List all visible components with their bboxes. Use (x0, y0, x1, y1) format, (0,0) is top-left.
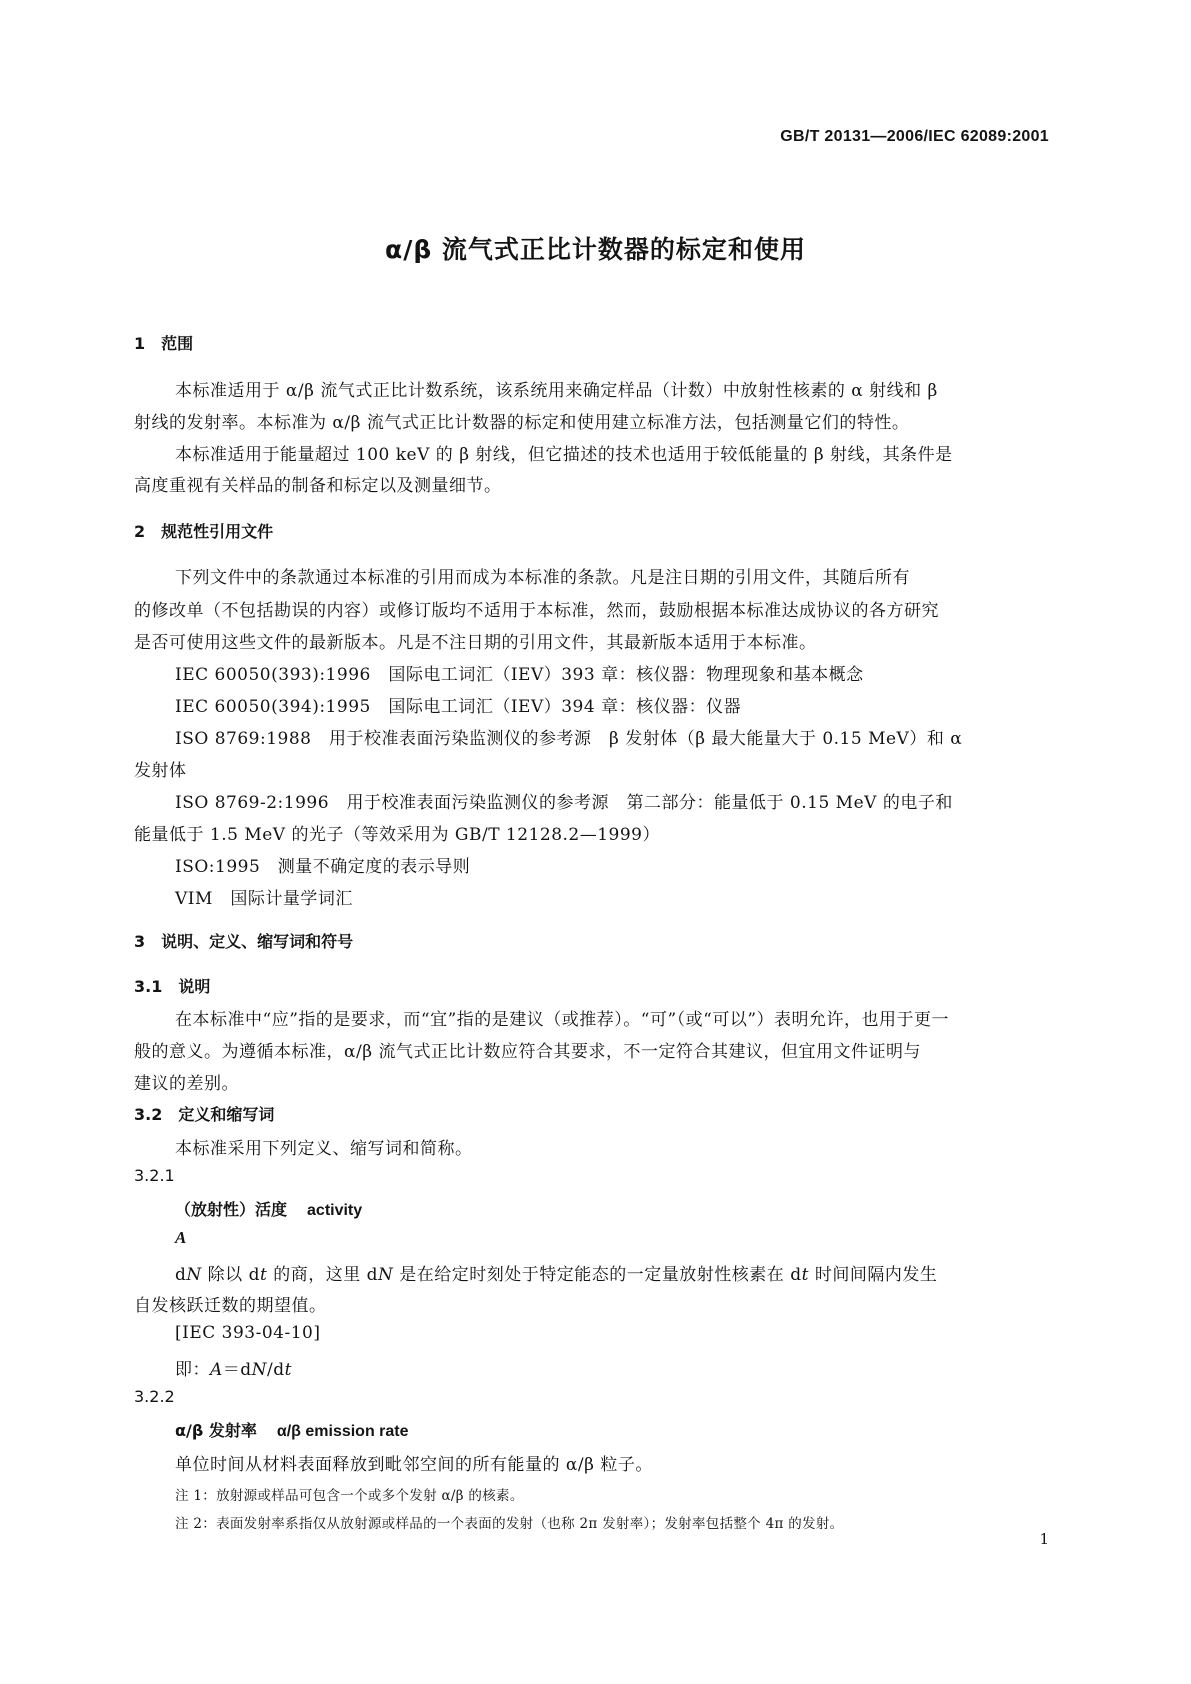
section-2-para-line-1: 下列文件中的条款通过本标准的引用而成为本标准的条款。凡是注日期的引用文件，其随后所有 (175, 568, 910, 588)
page-number: 1 (1039, 1530, 1049, 1548)
standard-number: GB/T 20131—2006/IEC 62089:2001 (780, 128, 1049, 145)
reference-iso-8769-line-1: ISO 8769:1988 用于校准表面污染监测仪的参考源 β 发射体（β 最大能量大于 0.15 MeV）和 α (175, 729, 963, 749)
definition-activity-line-1 (175, 1260, 937, 1285)
clause-3-2-2-term (175, 1418, 409, 1441)
term-cn: （放射性）活度 (175, 1200, 288, 1219)
def-seg-7: 是在给定时刻处于特定能态的一定量放射性核素在 d (393, 1265, 802, 1285)
section-2-heading: 2 规范性引用文件 (134, 522, 274, 541)
def-seg-1: d (175, 1265, 187, 1285)
reference-iso-gum: ISO:1995 测量不确定度的表示导则 (175, 857, 471, 877)
section-1-para-1-line-2: 射线的发射率。本标准为 α/β 流气式正比计数器的标定和使用建立标准方法，包括测量它们的特性。 (134, 413, 910, 433)
document-title: α/β 流气式正比计数器的标定和使用 (385, 235, 806, 264)
def-seg-5: 的商，这里 d (267, 1265, 379, 1285)
clause-3-2-1-number: 3.2.1 (134, 1166, 175, 1185)
section-3-2-para: 本标准采用下列定义、缩写词和简称。 (175, 1139, 473, 1159)
formula-seg-6: t (284, 1360, 293, 1380)
reference-iec-60050-394: IEC 60050(394):1995 国际电工词汇（IEV）394 章：核仪器：仪器 (175, 697, 742, 717)
section-2-para-line-3: 是否可使用这些文件的最新版本。凡是不注日期的引用文件，其最新版本适用于本标准。 (134, 633, 817, 653)
term-en: α/β emission rate (276, 1423, 409, 1440)
symbol-a: A (175, 1228, 187, 1247)
reference-iso-8769-line-2: 发射体 (134, 761, 187, 781)
def-seg-2: N (186, 1265, 202, 1285)
formula-seg-4: N (251, 1360, 268, 1380)
def-seg-4: t (259, 1265, 268, 1285)
def-seg-8: t (801, 1265, 809, 1285)
reference-iec-60050-393: IEC 60050(393):1996 国际电工词汇（IEV）393 章：核仪器：物理现象和基本概念 (175, 665, 864, 685)
section-1-para-2-line-1: 本标准适用于能量超过 100 keV 的 β 射线，但它描述的技术也适用于较低能量的 β 射线，其条件是 (175, 445, 953, 465)
formula-seg-1: 即： (175, 1360, 210, 1380)
term-cn: α/β 发射率 (175, 1421, 257, 1440)
definition-emission-rate: 单位时间从材料表面释放到毗邻空间的所有能量的 α/β 粒子。 (175, 1455, 653, 1475)
reference-iso-8769-2-line-2: 能量低于 1.5 MeV 的光子（等效采用为 GB/T 12128.2—1999） (134, 825, 661, 845)
section-3-1-para-line-3: 建议的差别。 (134, 1074, 239, 1094)
section-3-1-para-line-2: 般的意义。为遵循本标准，α/β 流气式正比计数应符合其要求，不一定符合其建议，但宜用文件证明与 (134, 1042, 921, 1062)
term-en: activity (307, 1202, 363, 1219)
reference-iso-8769-2-line-1: ISO 8769-2:1996 用于校准表面污染监测仪的参考源 第二部分：能量低于 0.15 MeV 的电子和 (175, 793, 953, 813)
note-1: 注 1：放射源或样品可包含一个或多个发射 α/β 的核素。 (175, 1488, 524, 1504)
reference-vim: VIM 国际计量学词汇 (175, 889, 353, 909)
section-3-1-para-line-1: 在本标准中“应”指的是要求，而“宜”指的是建议（或推荐）。“可”（或“可以”）表明允许，也用于更一 (175, 1010, 950, 1030)
section-1-para-2-line-2: 高度重视有关样品的制备和标定以及测量细节。 (134, 476, 502, 496)
section-3-1-heading: 3.1 说明 (134, 977, 211, 996)
section-1-para-1-line-1: 本标准适用于 α/β 流气式正比计数系统，该系统用来确定样品（计数）中放射性核素的 α 射线和 β (175, 381, 938, 401)
activity-formula (175, 1355, 292, 1380)
clause-3-2-1-term (175, 1197, 362, 1220)
section-3-heading: 3 说明、定义、缩写词和符号 (134, 932, 354, 951)
def-seg-9: 时间间隔内发生 (808, 1265, 938, 1285)
source-reference: [IEC 393-04-10] (175, 1323, 321, 1343)
section-3-2-heading: 3.2 定义和缩写词 (134, 1105, 275, 1124)
formula-seg-3: ＝d (222, 1360, 252, 1380)
section-2-para-line-2: 的修改单（不包括勘误的内容）或修订版均不适用于本标准，然而，鼓励根据本标准达成协议的各方研究 (134, 601, 939, 621)
def-seg-6: N (378, 1265, 394, 1285)
formula-seg-5: /d (267, 1360, 285, 1380)
note-2: 注 2：表面发射率系指仅从放射源或样品的一个表面的发射（也称 2π 发射率）；发射率包括整个 4π 的发射。 (175, 1516, 844, 1532)
def-seg-3: 除以 d (201, 1265, 260, 1285)
clause-3-2-2-number: 3.2.2 (134, 1387, 175, 1406)
section-1-heading: 1 范围 (134, 334, 194, 353)
definition-activity-line-2: 自发核跃迁数的期望值。 (134, 1296, 327, 1316)
formula-seg-2: A (210, 1360, 223, 1380)
